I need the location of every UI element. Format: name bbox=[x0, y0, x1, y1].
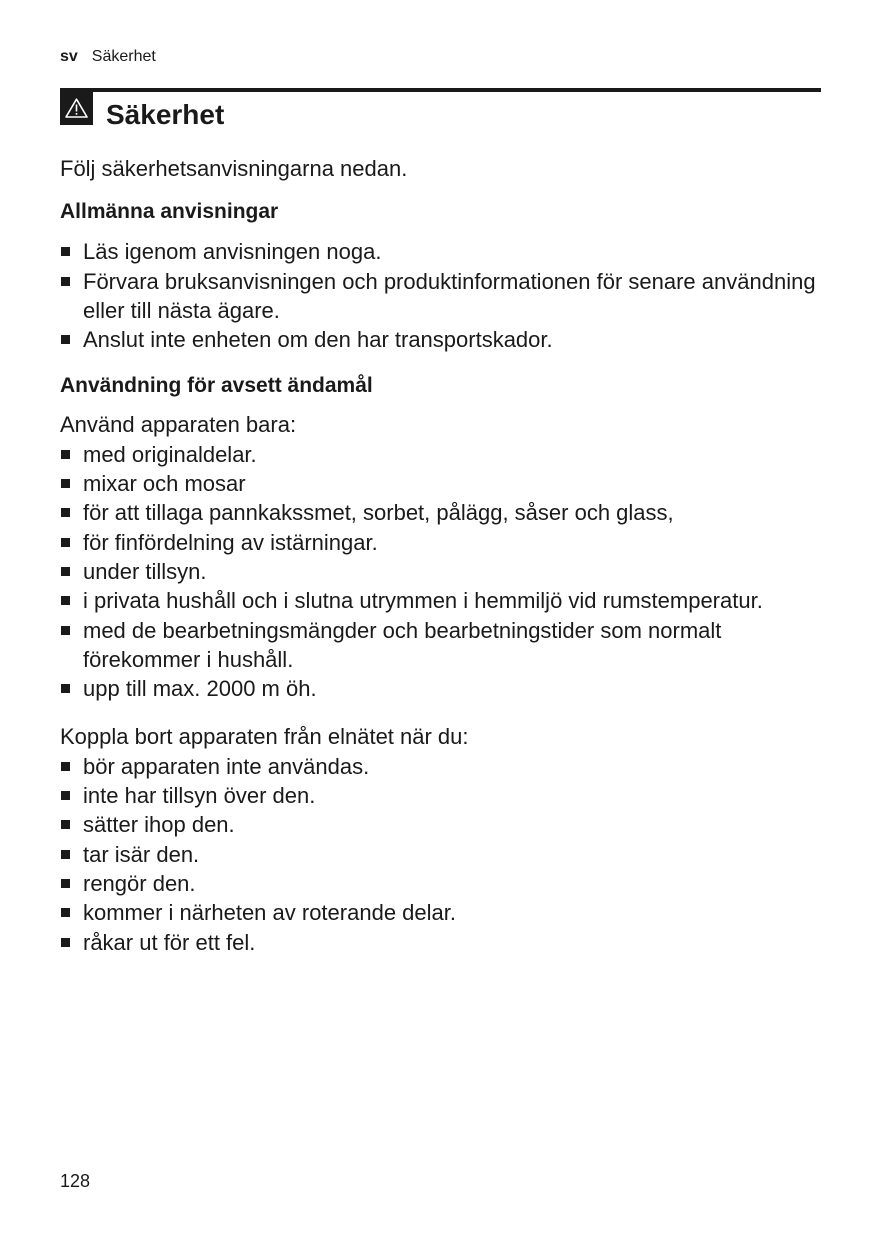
warning-triangle-icon bbox=[65, 98, 88, 118]
bullet-icon bbox=[61, 791, 70, 800]
list-item: Anslut inte enheten om den har transportskador. bbox=[60, 325, 820, 354]
list-item: bör apparaten inte användas. bbox=[60, 752, 820, 781]
bullet-icon bbox=[61, 938, 70, 947]
intended-use-list bbox=[60, 440, 820, 704]
list-item: Förvara bruksanvisningen och produktinformationen för senare användning eller till nästa ägare. bbox=[60, 267, 820, 326]
bullet-icon bbox=[61, 596, 70, 605]
bullet-icon bbox=[61, 567, 70, 576]
list-item: upp till max. 2000 m öh. bbox=[60, 674, 820, 703]
bullet-icon bbox=[61, 277, 70, 286]
bullet-icon bbox=[61, 850, 70, 859]
list-item: under tillsyn. bbox=[60, 557, 820, 586]
page-title: Säkerhet bbox=[106, 99, 225, 130]
page-number: 128 bbox=[60, 1171, 91, 1191]
title-block bbox=[60, 88, 821, 133]
intended-use-lead: Använd apparaten bara: bbox=[60, 412, 297, 438]
bullet-icon bbox=[61, 879, 70, 888]
bullet-icon bbox=[61, 626, 70, 635]
bullet-icon bbox=[61, 479, 70, 488]
disconnect-lead: Koppla bort apparaten från elnätet när du: bbox=[60, 724, 469, 750]
title-rule bbox=[60, 88, 821, 92]
warning-icon bbox=[60, 88, 93, 125]
bullet-icon bbox=[61, 450, 70, 459]
list-item: med de bearbetningsmängder och bearbetningstider som normalt förekommer i hushåll. bbox=[60, 616, 820, 675]
bullet-icon bbox=[61, 538, 70, 547]
bullet-icon bbox=[61, 820, 70, 829]
list-item: med originaldelar. bbox=[60, 440, 820, 469]
general-list bbox=[60, 237, 820, 354]
list-item: mixar och mosar bbox=[60, 469, 820, 498]
bullet-icon bbox=[61, 684, 70, 693]
list-item: i privata hushåll och i slutna utrymmen i hemmiljö vid rumstemperatur. bbox=[60, 586, 820, 615]
section-heading-intended-use: Användning för avsett ändamål bbox=[60, 374, 373, 398]
list-item: för finfördelning av istärningar. bbox=[60, 528, 820, 557]
bullet-icon bbox=[61, 508, 70, 517]
list-item: råkar ut för ett fel. bbox=[60, 928, 820, 957]
disconnect-list bbox=[60, 752, 820, 957]
list-item: rengör den. bbox=[60, 869, 820, 898]
list-item: kommer i närheten av roterande delar. bbox=[60, 898, 820, 927]
list-item: inte har tillsyn över den. bbox=[60, 781, 820, 810]
list-item: Läs igenom anvisningen noga. bbox=[60, 237, 820, 266]
list-item: tar isär den. bbox=[60, 840, 820, 869]
bullet-icon bbox=[61, 335, 70, 344]
section-heading-general: Allmänna anvisningar bbox=[60, 200, 279, 224]
bullet-icon bbox=[61, 908, 70, 917]
intro-text: Följ säkerhetsanvisningarna nedan. bbox=[60, 156, 408, 181]
list-item: sätter ihop den. bbox=[60, 810, 820, 839]
list-item: för att tillaga pannkakssmet, sorbet, pålägg, såser och glass, bbox=[60, 498, 820, 527]
running-section-title: Säkerhet bbox=[91, 48, 156, 65]
bullet-icon bbox=[61, 247, 70, 256]
bullet-icon bbox=[61, 762, 70, 771]
running-header bbox=[60, 47, 156, 67]
language-code: sv bbox=[60, 48, 78, 65]
document-body bbox=[60, 154, 820, 957]
